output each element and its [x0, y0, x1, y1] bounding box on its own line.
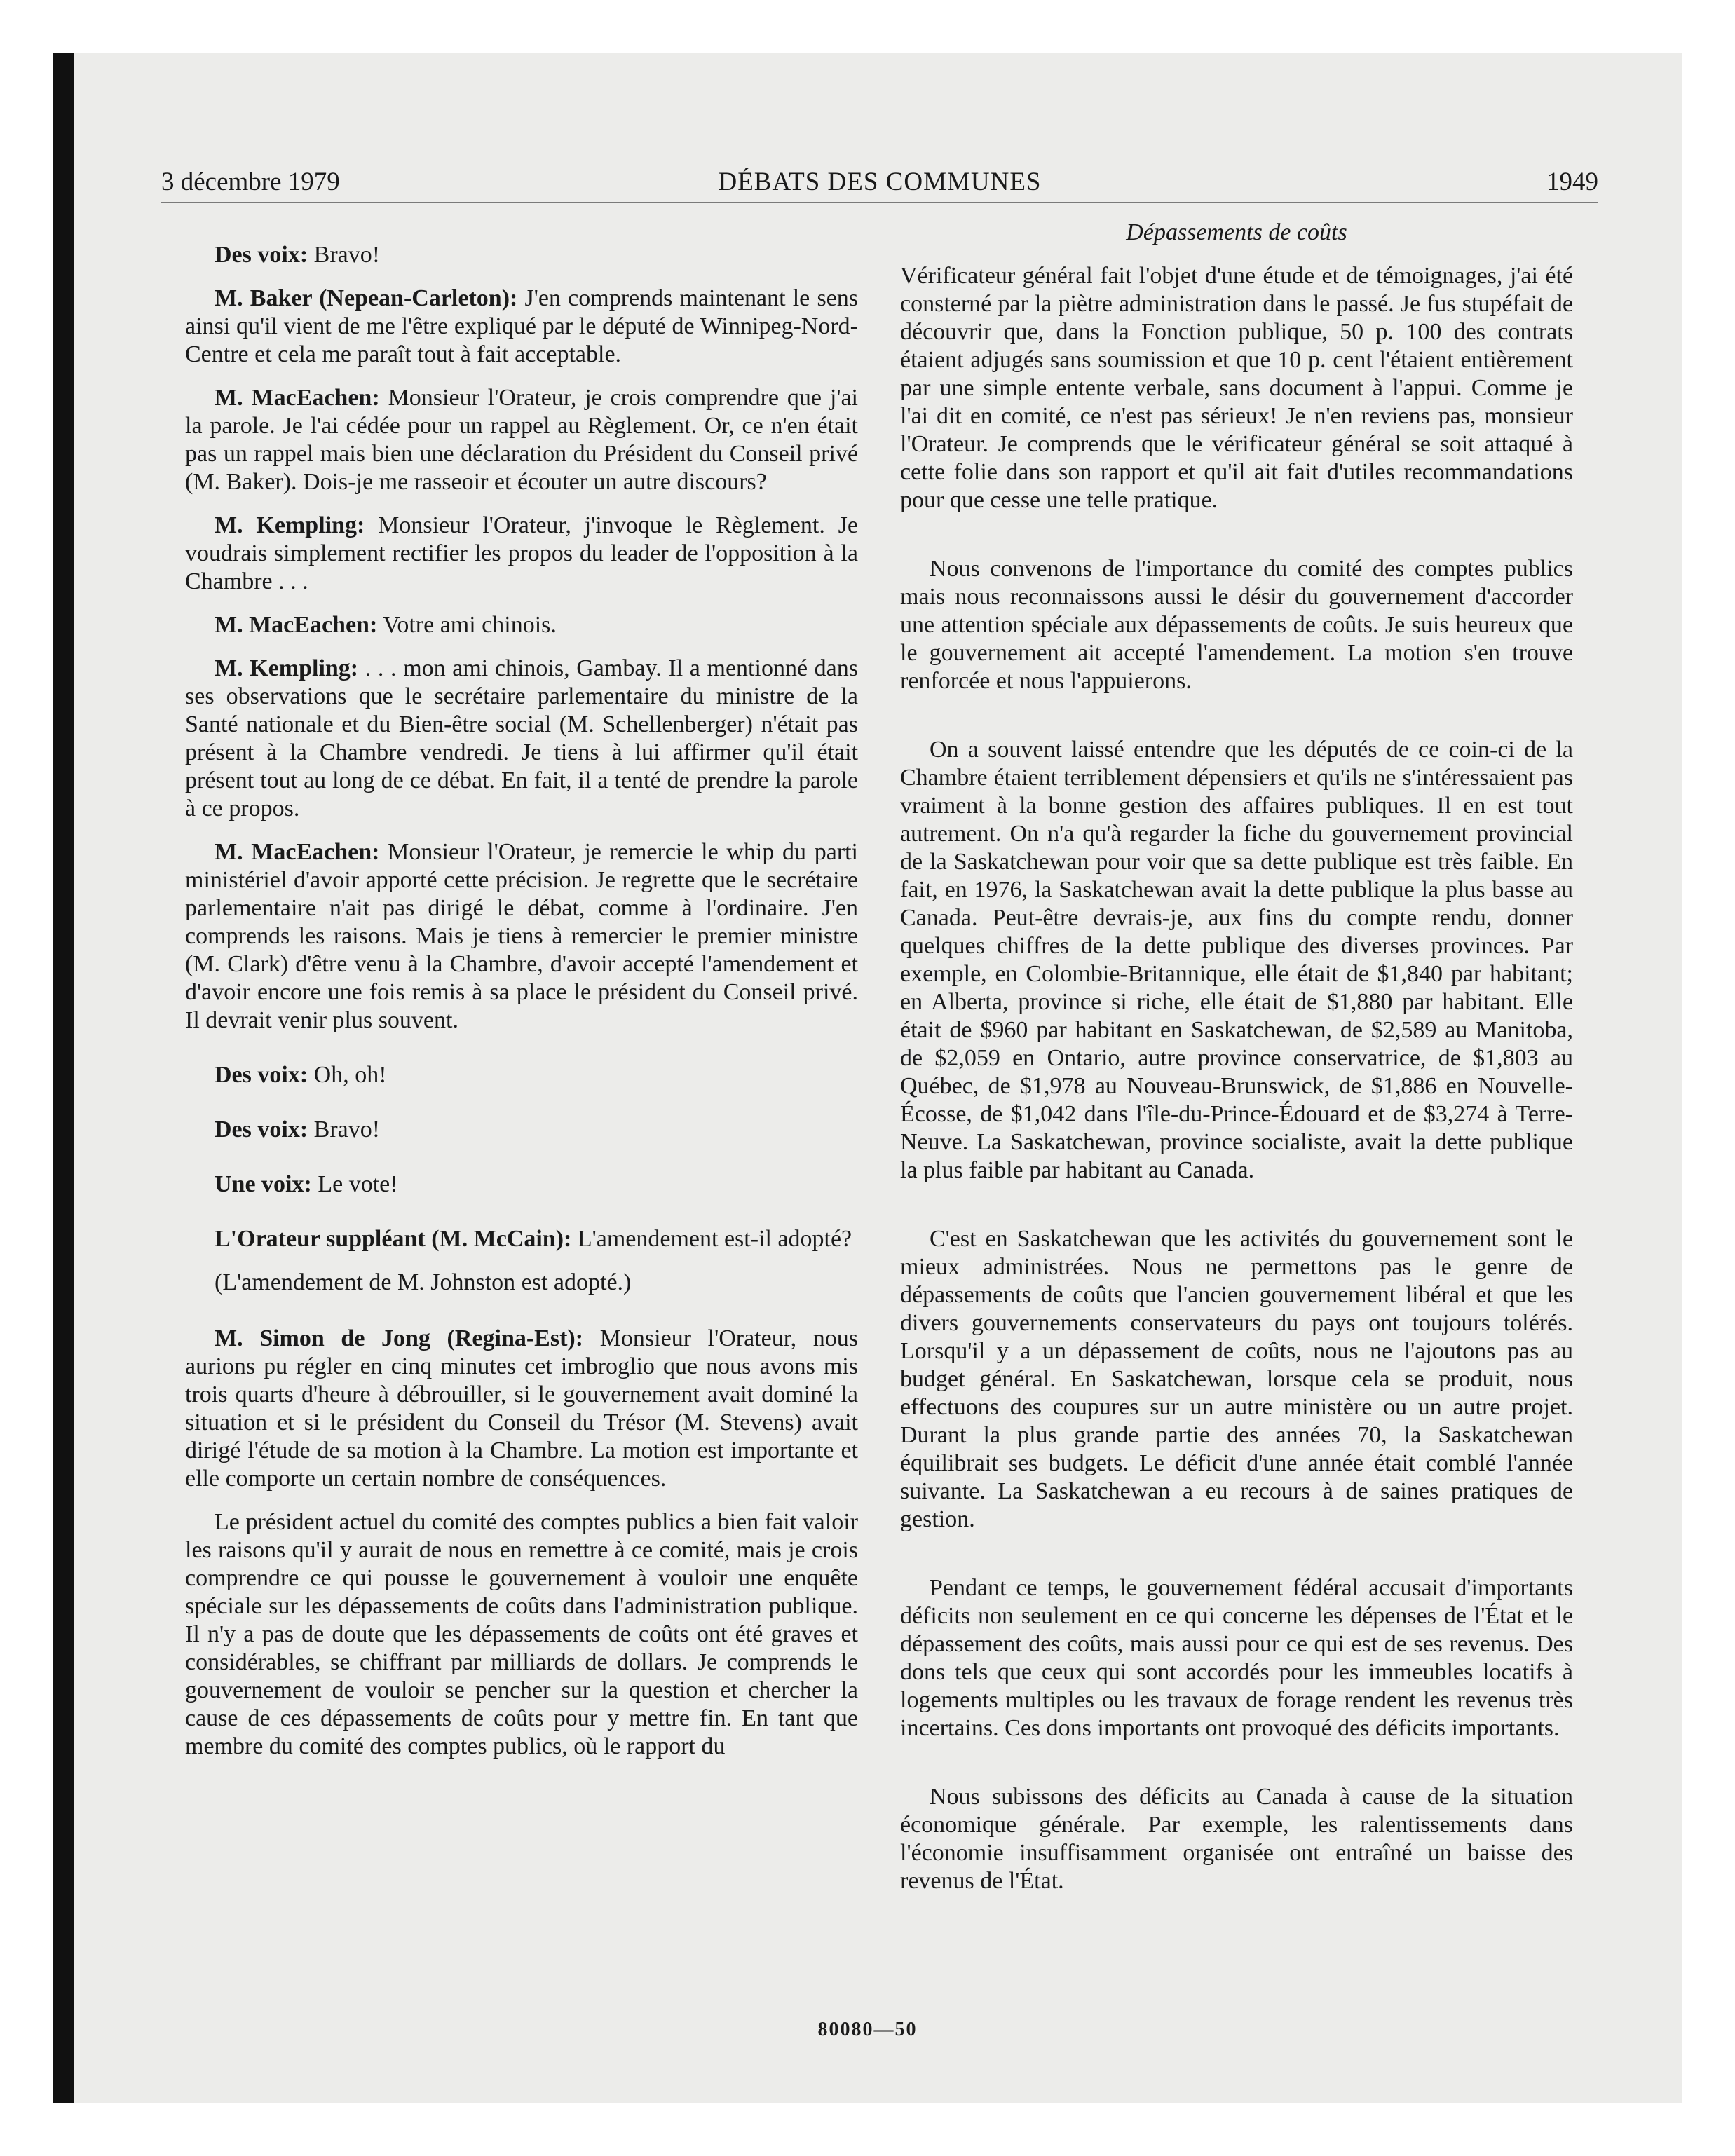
speaker-name: Des voix:: [215, 242, 308, 268]
speech-paragraph: [185, 285, 858, 369]
footer-code: 80080—50: [817, 2019, 918, 2040]
speech-paragraph: [185, 838, 858, 1035]
page-number: 1949: [1546, 168, 1598, 196]
speech-paragraph: [185, 1225, 858, 1253]
speech-paragraph: [185, 611, 858, 639]
speech-text: . . . mon ami chinois, Gambay. Il a mentionné dans ses observations que le secrétaire parlementaire du ministre de la Santé nationale et du Bien-être social (M. Schellenberger) n'était pas présent à la Chambre vendredi. Je tiens à lui affirmer qu'il était présent tout au long de ce débat. En fait, il a tenté de prendre la parole à ce propos.: [185, 655, 858, 821]
interjection: [185, 1171, 858, 1199]
right-column: [900, 219, 1573, 1911]
speaker-name: M. Baker (Nepean-Carleton):: [215, 285, 518, 311]
speech-text: Monsieur l'Orateur, je remercie le whip du parti ministériel d'avoir apporté cette précision. Je regrette que le secrétaire parlementaire n'ait pas dirigé le débat, comme à l'ordinaire. J'en comprends les raisons. Mais je tiens à remercier le premier ministre (M. Clark) d'être venu à la Chambre, d'avoir accepté l'amendement et d'avoir encore une fois remis à sa place le président du Conseil privé. Il devrait venir plus souvent.: [185, 839, 858, 1033]
speech-text: Bravo!: [308, 242, 381, 268]
left-column: [185, 241, 858, 1776]
speech-text: Le vote!: [311, 1171, 398, 1197]
interjection: [185, 1061, 858, 1089]
body-paragraph: C'est en Saskatchewan que les activités du gouvernement sont le mieux administrées. Nous ne permettons pas le genre de dépassements de coûts que l'ancien gouvernement libéral et que les divers gouvernements conservateurs du pays ont toujours tolérés. Lorsqu'il y a un dépassement de coûts, nous ne l'ajoutons pas au budget général. En Saskatchewan, lorsque cela se produit, nous effectuons des coupures sur un autre ministère ou un autre projet. Durant la plus grande partie des années 70, la Saskatchewan équilibrait ses budgets. Le déficit d'une année était comblé l'année suivante. La Saskatchewan a eu recours à de saines pratiques de gestion.: [900, 1226, 1573, 1532]
speaker-name: Une voix:: [215, 1171, 312, 1197]
speaker-name: Des voix:: [215, 1117, 308, 1142]
binding-edge: [53, 53, 74, 2103]
speech-text: Votre ami chinois.: [377, 612, 557, 638]
speech-text: Oh, oh!: [308, 1062, 387, 1088]
speech-paragraph: [185, 1325, 858, 1493]
speech-text: (L'amendement de M. Johnston est adopté.): [215, 1269, 632, 1295]
speaker-name: M. Kempling:: [215, 655, 359, 681]
speech-text: Monsieur l'Orateur, j'invoque le Règlement. Je voudrais simplement rectifier les propos du leader de l'opposition à la Chambre . . .: [185, 512, 858, 594]
header-title: DÉBATS DES COMMUNES: [718, 168, 1042, 196]
speech-text: Monsieur l'Orateur, je crois comprendre que j'ai la parole. Je l'ai cédée pour un rappel au Règlement. Or, ce n'en était pas un rappel mais bien une déclaration du Président du Conseil privé (M. Baker). Dois-je me rasseoir et écouter un autre discours?: [185, 385, 858, 495]
speech-text: J'en comprends maintenant le sens ainsi qu'il vient de me l'être expliqué par le député de Winnipeg-Nord-Centre et cela me paraît tout à fait acceptable.: [185, 285, 858, 367]
speaker-name: Des voix:: [215, 1062, 308, 1088]
speaker-name: L'Orateur suppléant (M. McCain):: [215, 1226, 572, 1252]
procedural-note: [185, 1269, 858, 1297]
speech-text: Monsieur l'Orateur, nous aurions pu régler en cinq minutes cet imbroglio que nous avons mis trois quarts d'heure à débrouiller, si le gouvernement avait dominé la situation et si le président du Conseil du Trésor (M. Stevens) avait dirigé l'étude de sa motion à la Chambre. La motion est importante et elle comporte un certain nombre de conséquences.: [185, 1325, 859, 1492]
speech-paragraph: [185, 1508, 858, 1761]
speech-text: Le président actuel du comité des comptes publics a bien fait valoir les raisons qu'il y aurait de nous en remettre à ce comité, mais je crois comprendre ce qui pousse le gouvernement à vouloir une enquête spéciale sur les dépassements de coûts dans l'administration publique. Il n'y a pas de doute que les dépassements de coûts ont été graves et considérables, se chiffrant par milliards de dollars. Je comprends le gouvernement de vouloir se pencher sur la question et chercher la cause de ces dépassements de coûts pour y mettre fin. En tant que membre du comité des comptes publics, où le rapport du: [185, 1509, 858, 1759]
body-paragraph: Nous subissons des déficits au Canada à cause de la situation économique générale. Par exemple, les ralentissements dans l'économie insuffisamment organisée ont entraîné un baisse des revenus de l'État.: [900, 1784, 1573, 1894]
page-header: [161, 163, 1598, 203]
speaker-name: M. MacEachen:: [215, 839, 380, 865]
body-paragraph: Pendant ce temps, le gouvernement fédéral accusait d'importants déficits non seulement en ce qui concerne les dépenses de l'État et le dépassement des coûts, mais aussi pour ce qui est de ses revenus. Des dons tels que ceux qui sont accordés pour les immeubles locatifs à logements multiples ou les travaux de forage rendent les revenus très incertains. Ces dons importants ont provoqué des déficits importants.: [900, 1575, 1573, 1741]
interjection: [185, 1116, 858, 1144]
speech-text: L'amendement est-il adopté?: [571, 1226, 852, 1252]
speech-paragraph: [185, 241, 858, 269]
speech-text: Bravo!: [308, 1117, 381, 1142]
body-paragraph: Nous convenons de l'importance du comité des comptes publics mais nous reconnaissons aussi le désir du gouvernement d'accorder une attention spéciale aux dépassements de coûts. Je suis heureux que le gouvernement ait accepté l'amendement. La motion s'en trouve renforcée et nous l'appuierons.: [900, 556, 1573, 694]
speech-paragraph: [185, 655, 858, 823]
body-paragraph: On a souvent laissé entendre que les députés de ce coin-ci de la Chambre étaient terriblement dépensiers et qu'ils ne s'intéressaient pas vraiment à la bonne gestion des affaires publiques. Il en est tout autrement. On n'a qu'à regarder la fiche du gouvernement provincial de la Saskatchewan pour voir que sa dette publique est très faible. En fait, en 1976, la Saskatchewan avait la dette publique la plus basse au Canada. Peut-être devrais-je, aux fins du compte rendu, donner quelques chiffres de la dette publique des diverses provinces. Par exemple, en Colombie-Britannique, elle était de $1,840 par habitant; en Alberta, province si riche, elle était de $1,880 par habitant. Elle était de $960 par habitant en Saskatchewan, de $2,589 au Manitoba, de $2,059 en Ontario, autre province conservatrice, de $1,803 au Québec, de $1,978 au Nouveau-Brunswick, de $1,886 en Nouvelle-Écosse, de $1,042 dans l'île-du-Prince-Édouard et de $3,274 à Terre-Neuve. La Saskatchewan, province socialiste, avait la dette publique la plus faible par habitant au Canada.: [900, 737, 1573, 1183]
section-subheading: Dépassements de coûts: [1126, 219, 1347, 245]
speaker-name: M. MacEachen:: [215, 612, 378, 638]
header-date: 3 décembre 1979: [161, 168, 340, 196]
speech-paragraph: [185, 384, 858, 496]
speech-paragraph: [185, 512, 858, 596]
speaker-name: M. MacEachen:: [215, 385, 380, 411]
speaker-name: M. Kempling:: [215, 512, 365, 538]
speaker-name: M. Simon de Jong (Regina-Est):: [215, 1325, 584, 1351]
body-paragraph: Vérificateur général fait l'objet d'une étude et de témoignages, j'ai été consterné par la piètre administration dans le passé. Je fus stupéfait de découvrir que, dans la Fonction publique, 50 p. 100 des contrats étaient adjugés sans soumission et que 10 p. cent l'étaient entièrement par une simple entente verbale, sans document à l'appui. Comme je l'ai dit en comité, ce n'est pas sérieux! Je n'en reviens pas, monsieur l'Orateur. Je comprends que le vérificateur général se soit attaqué à cette folie dans son rapport et qu'il ait fait d'utiles recommandations pour que cesse une telle pratique.: [900, 263, 1573, 513]
